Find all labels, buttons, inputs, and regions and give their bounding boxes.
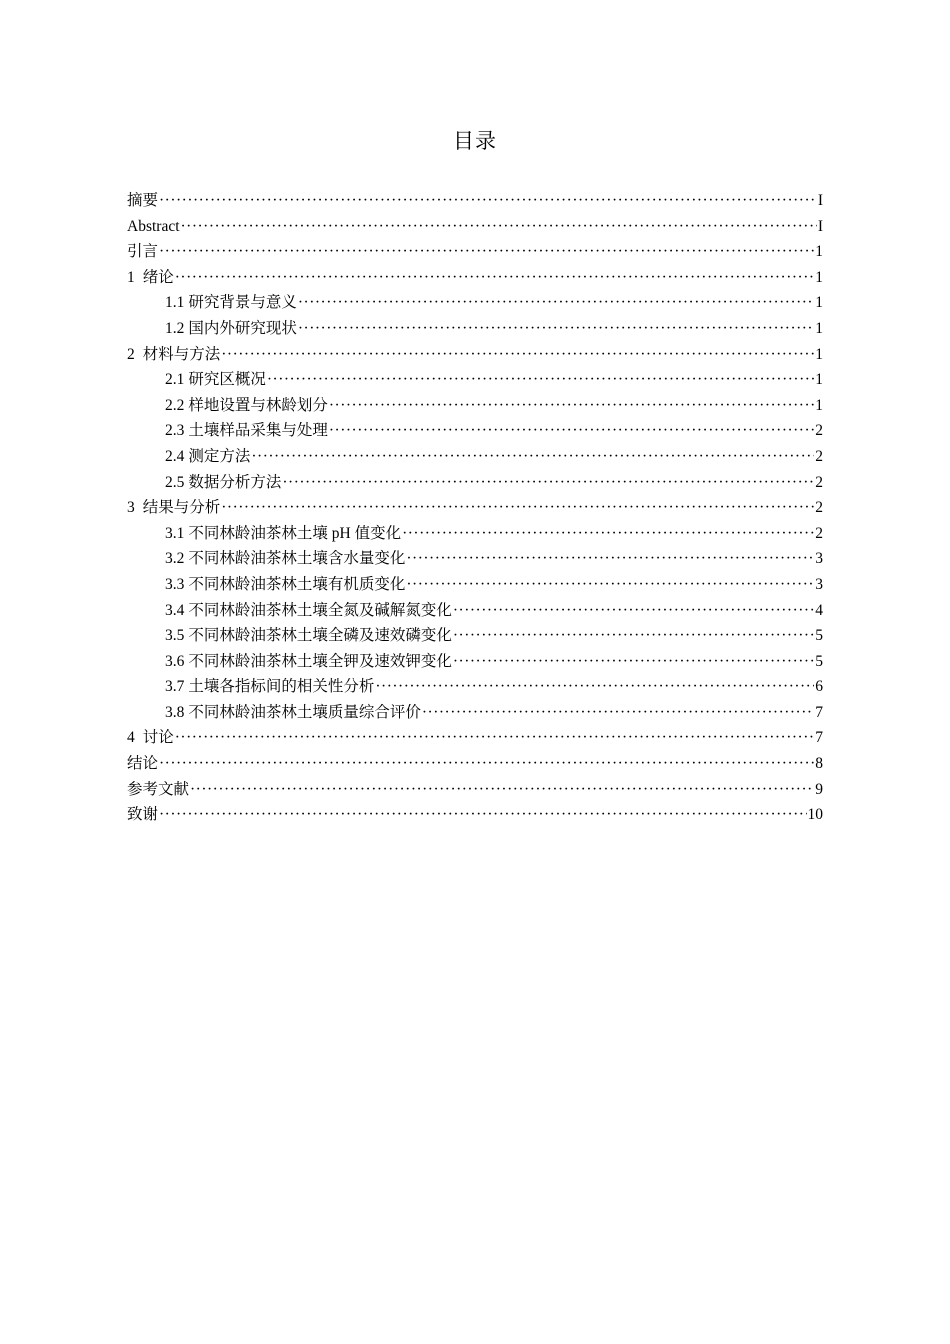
toc-dot-leader <box>329 393 814 419</box>
toc-dot-leader <box>298 290 814 316</box>
toc-entry-label <box>165 290 297 316</box>
toc-entry-text: 不同林龄油茶林土壤全氮及碱解氮变化 <box>188 601 452 619</box>
toc-entry[interactable] <box>127 546 823 572</box>
toc-page-number: 1 <box>815 319 823 337</box>
toc-page-number: 1 <box>815 243 823 261</box>
toc-dot-leader <box>251 444 814 470</box>
toc-entry[interactable] <box>127 777 823 803</box>
toc-entry-number: 1.2 <box>165 319 185 337</box>
toc-page-number: 2 <box>815 447 823 465</box>
toc-entry-number: 1.1 <box>165 294 185 312</box>
toc-entry-text: 参考文献 <box>127 780 190 798</box>
toc-entry-text: 不同林龄油茶林土壤全钾及速效钾变化 <box>188 652 452 670</box>
toc-page-number: 7 <box>815 703 823 721</box>
toc-entry-label <box>165 700 421 726</box>
toc-entry-text: 绪论 <box>142 268 174 286</box>
page-title: 目录 <box>453 129 497 153</box>
toc-entry-text: 结论 <box>127 755 159 773</box>
toc-entry[interactable] <box>127 470 823 496</box>
toc-entry[interactable] <box>127 265 823 291</box>
toc-dot-leader <box>175 725 814 751</box>
toc-entry-text: 结果与分析 <box>142 499 221 517</box>
toc-entry-number: 2.3 <box>165 422 185 440</box>
toc-entry[interactable] <box>127 700 823 726</box>
toc-page-number: 1 <box>815 371 823 389</box>
toc-entry-text: 土壤各指标间的相关性分析 <box>188 678 375 696</box>
toc-entry[interactable] <box>127 393 823 419</box>
toc-entry-label <box>127 239 158 265</box>
toc-entry-label <box>165 470 281 496</box>
toc-page-number: 1 <box>815 294 823 312</box>
toc-entry-number: 2.2 <box>165 396 185 414</box>
toc-dot-leader <box>159 802 806 828</box>
toc-entry-text: 不同林龄油茶林土壤含水量变化 <box>188 550 406 568</box>
toc-entry-number: 3.3 <box>165 575 185 593</box>
toc-entry-text: 样地设置与林龄划分 <box>188 396 328 414</box>
toc-entry-text: 引言 <box>127 243 159 261</box>
toc-page-number: 5 <box>815 627 823 645</box>
toc-entry[interactable] <box>127 495 823 521</box>
toc-page-number: 4 <box>815 601 823 619</box>
toc-entry[interactable] <box>127 342 823 368</box>
toc-entry-label <box>165 649 452 675</box>
toc-dot-leader <box>181 214 817 240</box>
toc-entry[interactable] <box>127 290 823 316</box>
toc-page-number: 2 <box>815 499 823 517</box>
toc-entry-number: 3.8 <box>165 703 185 721</box>
toc-dot-leader <box>221 495 814 521</box>
toc-entry-text: 土壤样品采集与处理 <box>188 422 328 440</box>
toc-entry-label <box>127 725 174 751</box>
toc-dot-leader <box>175 265 814 291</box>
toc-entry[interactable] <box>127 598 823 624</box>
toc-entry[interactable] <box>127 367 823 393</box>
toc-page-number: 3 <box>815 550 823 568</box>
toc-entry-text: 致谢 <box>127 806 159 824</box>
toc-entry-label <box>165 418 328 444</box>
toc-entry[interactable] <box>127 316 823 342</box>
toc-entry[interactable] <box>127 214 823 240</box>
toc-dot-leader <box>221 342 814 368</box>
toc-dot-leader <box>329 418 814 444</box>
toc-dot-leader <box>422 700 814 726</box>
toc-dot-leader <box>298 316 814 342</box>
toc-entry-text: 国内外研究现状 <box>188 319 297 337</box>
toc-entry-text: 不同林龄油茶林土壤质量综合评价 <box>188 703 421 721</box>
toc-dot-leader <box>375 674 814 700</box>
toc-entry[interactable] <box>127 572 823 598</box>
toc-entry[interactable] <box>127 802 823 828</box>
toc-entry[interactable] <box>127 674 823 700</box>
toc-page-number: 2 <box>815 524 823 542</box>
toc-entry-number: 2 <box>127 345 135 363</box>
toc-entry-number: 3.5 <box>165 627 185 645</box>
toc-entry-label <box>127 342 220 368</box>
toc-entry-number: 2.1 <box>165 371 185 389</box>
toc-entry-label <box>127 751 158 777</box>
toc-entry-label <box>165 623 452 649</box>
table-of-contents <box>127 188 823 828</box>
toc-page-number: 9 <box>815 780 823 798</box>
toc-page-number: I <box>817 217 823 235</box>
toc-page-number: 2 <box>815 473 823 491</box>
toc-entry-number: 3.7 <box>165 678 185 696</box>
toc-entry[interactable] <box>127 521 823 547</box>
toc-page-number: I <box>817 192 823 209</box>
toc-entry-number: 3.4 <box>165 601 185 619</box>
toc-dot-leader <box>159 239 814 265</box>
toc-page-number: 1 <box>815 345 823 363</box>
toc-dot-leader <box>159 751 814 777</box>
toc-entry-label <box>127 265 174 291</box>
toc-entry-label <box>127 188 158 214</box>
toc-page-number: 5 <box>815 652 823 670</box>
toc-dot-leader <box>190 777 814 803</box>
toc-entry-text: 摘要 <box>127 192 159 209</box>
toc-page-number: 2 <box>815 422 823 440</box>
toc-page-number: 3 <box>815 575 823 593</box>
toc-entry-text: 不同林龄油茶林土壤有机质变化 <box>188 575 406 593</box>
toc-page-number: 1 <box>815 268 823 286</box>
toc-entry-label <box>165 444 250 470</box>
toc-entry-label <box>165 367 266 393</box>
toc-entry-text: Abstract <box>127 217 180 235</box>
toc-dot-leader <box>453 623 814 649</box>
toc-dot-leader <box>453 598 814 624</box>
toc-dot-leader <box>159 188 817 214</box>
toc-entry-text: 测定方法 <box>188 447 251 465</box>
toc-page-number: 8 <box>815 755 823 773</box>
toc-entry-number: 3.1 <box>165 524 185 542</box>
toc-dot-leader <box>282 470 814 496</box>
toc-entry-text: 讨论 <box>142 729 174 747</box>
toc-page-number: 1 <box>815 396 823 414</box>
toc-entry-text: 数据分析方法 <box>188 473 282 491</box>
toc-entry-number: 2.5 <box>165 473 185 491</box>
toc-entry-number: 3.6 <box>165 652 185 670</box>
toc-page-number: 6 <box>815 678 823 696</box>
toc-entry-label <box>165 572 405 598</box>
toc-entry-label <box>165 674 374 700</box>
toc-dot-leader <box>406 572 814 598</box>
toc-entry[interactable] <box>127 623 823 649</box>
toc-entry[interactable] <box>127 239 823 265</box>
toc-entry-number: 2.4 <box>165 447 185 465</box>
toc-entry-label <box>165 521 401 547</box>
toc-entry-number: 3 <box>127 499 135 517</box>
toc-dot-leader <box>406 546 814 572</box>
toc-entry-label <box>127 777 189 803</box>
toc-entry-text: 不同林龄油茶林土壤全磷及速效磷变化 <box>188 627 452 645</box>
toc-entry-number: 3.2 <box>165 550 185 568</box>
toc-entry-text: 材料与方法 <box>142 345 221 363</box>
toc-entry[interactable] <box>127 188 823 214</box>
toc-dot-leader <box>453 649 814 675</box>
toc-page-number: 10 <box>807 806 823 824</box>
toc-entry-label <box>127 495 220 521</box>
toc-entry[interactable] <box>127 751 823 777</box>
toc-entry-number: 1 <box>127 268 135 286</box>
toc-entry-number: 4 <box>127 729 135 747</box>
toc-entry-label <box>127 214 180 240</box>
toc-entry[interactable] <box>127 649 823 675</box>
toc-entry-text: 研究区概况 <box>188 371 266 389</box>
toc-entry-text: 不同林龄油茶林土壤 pH 值变化 <box>188 524 402 542</box>
toc-entry[interactable] <box>127 444 823 470</box>
toc-dot-leader <box>402 521 814 547</box>
toc-entry-label <box>127 802 158 828</box>
toc-entry-label <box>165 546 405 572</box>
toc-entry-label <box>165 598 452 624</box>
toc-dot-leader <box>267 367 814 393</box>
toc-entry-label <box>165 316 297 342</box>
toc-entry-label <box>165 393 328 419</box>
toc-entry-text: 研究背景与意义 <box>188 294 297 312</box>
toc-entry[interactable] <box>127 725 823 751</box>
toc-page-number: 7 <box>815 729 823 747</box>
toc-entry[interactable] <box>127 418 823 444</box>
